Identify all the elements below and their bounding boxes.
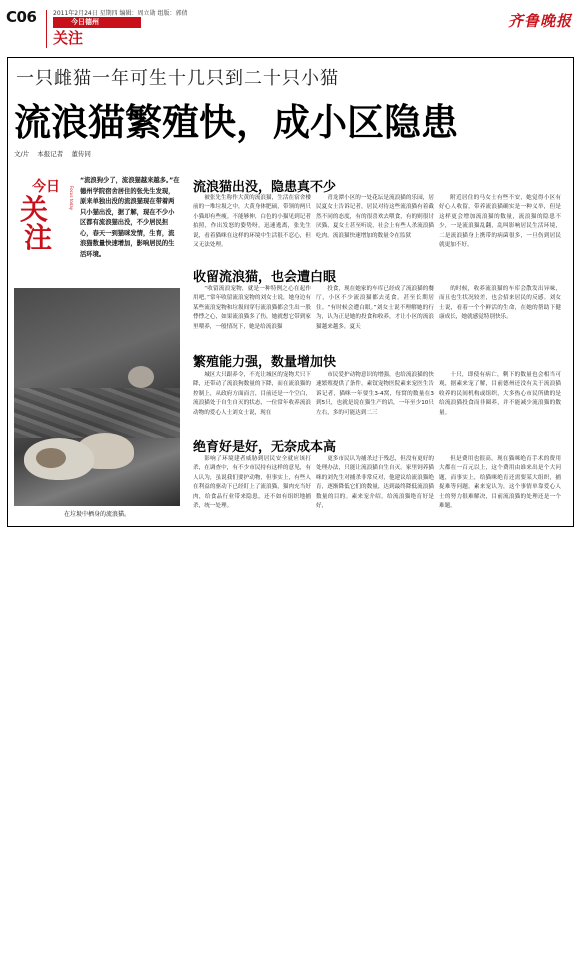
- article-lead: “流浪狗少了，流浪猫越来越多。”在德州学院宿舍居住的张先生发现，原来单独出没的流浪猫现在带着两只小猫出没，据了解，现在不少小区都有流浪猫出没，不少居民担心，春天一到猫咪发情，生育，流浪猫数量快速增加，影响居民的生活环境。: [80, 177, 180, 258]
- article-frame: [7, 57, 574, 527]
- section-2-col-3: 的时候，收养流浪猫的车库会散发出异味，而且也生状况较差，也会招来居民的反感。刘女士说，看着一个个鲜活的生命，在她的帮助下健康成长，她就感觉特别快乐。: [439, 286, 561, 321]
- section-label: [53, 17, 141, 48]
- article-headline: 流浪猫繁殖快，成小区隐患: [14, 101, 458, 144]
- byline-type: 文/片: [14, 150, 30, 158]
- article-subtitle: 一只雌猫一年可生十几只到二十只小猫: [16, 68, 339, 89]
- byline: [14, 149, 97, 158]
- focus-tag-english: Focus today: [69, 186, 74, 211]
- section-2-col-2: 投食，现在她家的车库已经成了流浪猫的餐厅，小区不少流浪猫都去觅食，甚至长期居住。“有时候会遭白眼。”刘女士说不理解她的行为，认为正是她的投食和收养，才让小区的流浪猫越来越多，夏天: [316, 286, 434, 330]
- page-number: C06: [6, 8, 37, 26]
- section-heading-4: 绝育好是好，无奈成本高: [193, 440, 337, 455]
- section-3-col-1: 城区大只跟养令，不光让城区的宠物犬只下降，还带动了流浪狗数量的下降，而在流浪猫的控制上，从政府方面而言，目前还是一个空白，流浪猫处于自生自灭的状态，一位常年收养流浪动物的爱心人士刘女士说，现在: [193, 372, 311, 416]
- byline-author: 董传同: [71, 150, 91, 158]
- section-1-col-3: 附近居住的马女士有些不安，她觉得小区有好心人收留，带养流浪猫确实是一种义举，但是这样更会增加流浪猫的数量，流浪猫的隐患不少，一是流浪猫乱翻，乱叫影响居民生活环境，二是流浪猫身上携带的病菌很多，一旦伤到居民就更加不好。: [439, 195, 561, 249]
- section-heading-3: 繁殖能力强，数量增加快: [193, 355, 337, 370]
- photo-caption: 在垃圾中栖身的流浪猫。: [63, 511, 130, 518]
- section-heading-2: 收留流浪猫，也会遭白眼: [193, 270, 337, 285]
- section-4-col-2: 更多市民认为捕杀过于残忍，但没有更好的处理办法，只能让流浪猫自生自灭。家里饲养猫咪的刘先生对捕杀非常反对，他建议给流浪猫绝育，逐渐降低它们的数量，达到最终降低流浪猫数量的目的。素来宠介绍，给流浪猫绝育好是好，: [316, 456, 434, 510]
- section-2-col-1: “收留流浪宠物，就是一种特例之心在起作用吧。”常年收留流浪宠物的刘女士说，她身边有某些流浪宠物和垃圾间穿行流浪猫都会生出一股悸悸之心，如果流浪猫多了伤，她就想它带到家里喂养，一般情况下，她是给流浪猫: [193, 286, 311, 330]
- newspaper-logo: 齐鲁晚报: [507, 12, 572, 30]
- header-divider: [46, 10, 47, 48]
- section-1-col-1: 被张先生称作大黄的流浪猫，生活在宿舍楼前的一堆垃圾之中，大黄身体肥硕，带领的两只小猫却有些瘦。不能够伸，白色的小猫见到记者拍照，作出发怒的姿势呀，迅速逃离，张先生说，看着猫咪在这样的环境中生活很不忍心，但又无法处理。: [193, 195, 311, 249]
- section-3-col-2: 市民爱护动物意识的增强，也给流浪猫的快速繁殖提供了条件。素钗宠物医院素来宠医生告诉记者，猫咪一年要生3-4窝，每窝的数量在3到5只，也就是说在猫生产的话，一年至少10只左右，多的可能达到二三: [316, 372, 434, 416]
- focus-tag-top: 今日: [32, 179, 60, 195]
- section-1-col-2: 青龙潭小区的一处花坛是流浪猫的乐园，居民夏女士告诉记者，居民对待这些流浪猫有着截然不同的态度，有的很喜欢去喂食，有的则很讨厌猫，夏女士甚至听说，社会上有些人杀流浪猫吃肉。流浪猫快速增加的数量令在监狱: [316, 195, 434, 239]
- stray-cat-photo: [14, 288, 180, 506]
- section-4-col-3: 但是费用也很高，现在猫咪绝育手术的费用大都在一百元以上，这个费用由谁来出是个大问题，而事实上，给猫咪绝育还需要某大组织，捕捉难等问题。素来宠认为，这个事情单靠爱心人士的努力很难解决，目前流浪猫的处理还是一个难题。: [439, 456, 561, 510]
- section-main-label: 关注: [53, 29, 84, 47]
- issue-meta: 2011年2月24日 星期四 编辑：周立勋 组版：郭倩: [53, 10, 188, 17]
- focus-tag-char1: 关: [20, 193, 49, 226]
- focus-tag: [18, 176, 78, 268]
- focus-tag-char2: 注: [24, 221, 53, 254]
- section-4-col-1: 影响了环境建者威胁到居民安全就应该打杀，在调查中，有不少市民持有这样的意见，有人认为，虽说我们要护动物，但事实上，有些人在利益的驱动下已经盯上了流浪猫，猫肉充当好肉，给食品行业带来隐患，还不如有组织地捕杀，统一处理。: [193, 456, 311, 510]
- section-heading-1: 流浪猫出没，隐患真不少: [193, 180, 337, 195]
- byline-role: 本报记者: [37, 150, 64, 158]
- section-3-col-3: 十只，即使有病亡，剩下的数量也会相当可观，据素来宠了解，目前德州还没有关于流浪猫收养的民间机构或组织，大多热心市民所做的是给流浪猫投食而非圈养，并不能减少流浪猫的数量。: [439, 372, 561, 416]
- section-top-label: 今日德州: [53, 17, 141, 28]
